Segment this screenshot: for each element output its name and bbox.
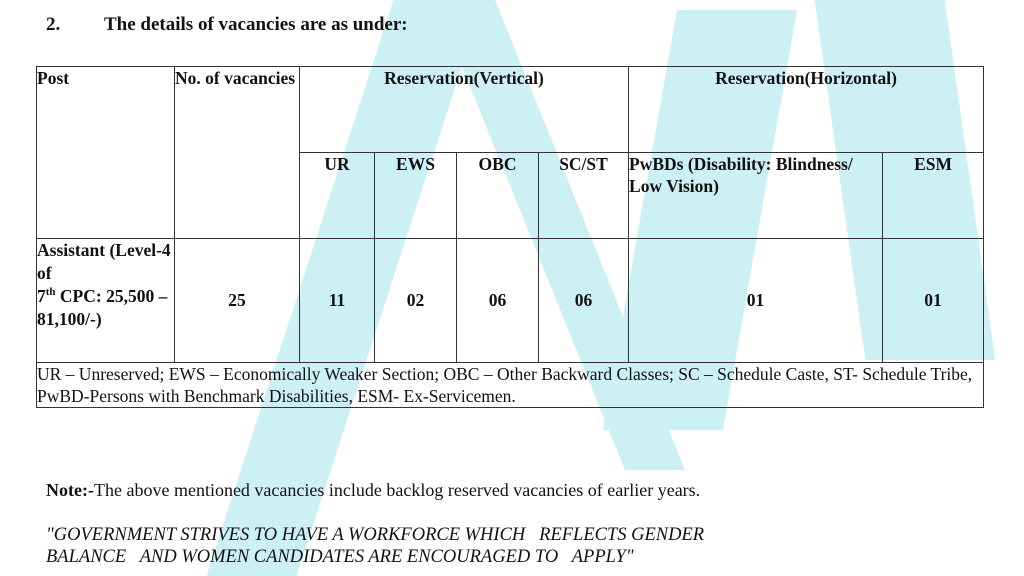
header-scst: SC/ST [539,153,629,239]
section-title: The details of vacancies are as under: [104,14,408,35]
post-sup-base: 7 [37,286,46,306]
header-pwbd: PwBDs (Disability: Blindness/ Low Vision) [629,153,883,239]
header-ews: EWS [375,153,457,239]
vacancy-table [36,66,984,408]
header-ur: UR [300,153,375,239]
header-obc: OBC [457,153,539,239]
header-vacancies: No. of vacancies [175,67,300,239]
cell-esm: 01 [883,239,984,363]
section-heading [46,14,408,36]
header-esm: ESM [883,153,984,239]
post-sup: th [45,286,56,299]
cell-ews: 02 [375,239,457,363]
cell-vacancies: 25 [175,239,300,363]
post-line1: Assistant (Level-4 of [37,240,171,283]
note-text: The above mentioned vacancies include backlog reserved vacancies of earlier years. [93,480,701,500]
section-number: 2. [46,14,61,35]
gender-balance-slogan: "GOVERNMENT STRIVES TO HAVE A WORKFORCE WHICH REFLECTS GENDER BALANCE AND WOMEN CANDIDATES ARE ENCOURAGED TO APPLY" [46,525,705,567]
cell-ur: 11 [300,239,375,363]
header-reservation-horizontal: Reservation(Horizontal) [629,67,984,153]
cell-post [37,239,175,363]
header-reservation-vertical: Reservation(Vertical) [300,67,629,153]
post-line2: CPC: 25,500 – 81,100/-) [37,286,168,329]
table-legend: UR – Unreserved; EWS – Economically Weaker Section; OBC – Other Backward Classes; SC – Schedule Caste, ST- Schedule Tribe, PwBD-Persons with Benchmark Disabilities, ESM- Ex-Servicemen. [37,363,984,408]
header-post: Post [37,67,175,239]
cell-scst: 06 [539,239,629,363]
cell-pwbd: 01 [629,239,883,363]
cell-obc: 06 [457,239,539,363]
note-label: Note:- [46,480,94,500]
note [46,480,700,501]
